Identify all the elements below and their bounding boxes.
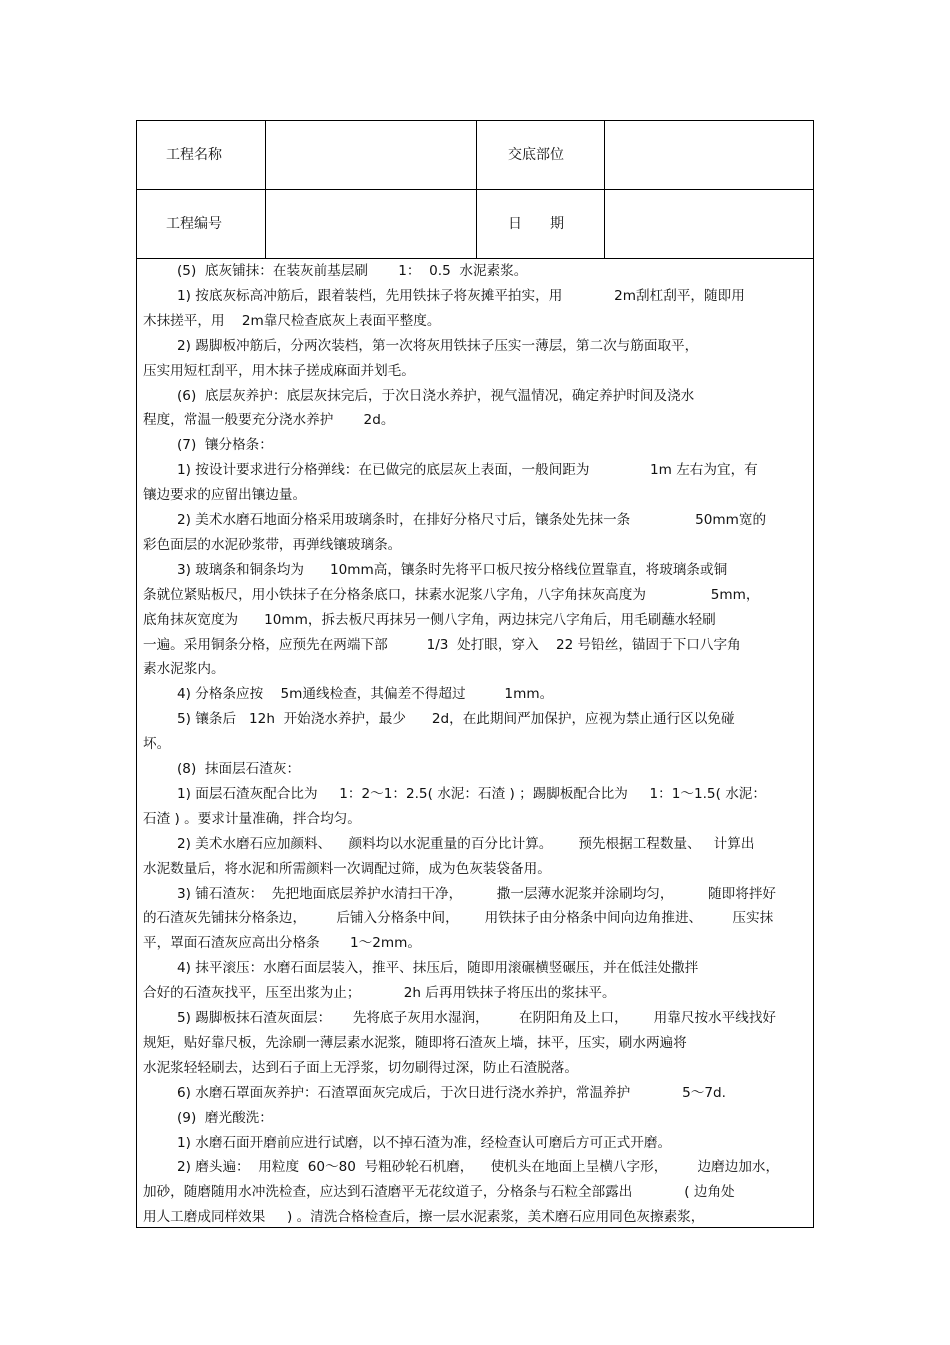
text-line: 彩色面层的水泥砂浆带，再弹线镶玻璃条。 (143, 536, 402, 553)
text-line: (5) 底灰铺抹：在装灰前基层刷 1： 0.5 水泥素浆。 (177, 263, 528, 279)
text-line: 1) 按设计要求进行分格弹线：在已做完的底层灰上表面，一般间距为 1m 左右为宜，有 (177, 462, 758, 479)
project-number-label: 工程编号 (166, 216, 222, 232)
text-line: 用人工磨成同样效果 ) 。清洗合格检查后，擦一层水泥素浆，美术磨石应用同色灰擦素浆， (143, 1209, 705, 1226)
text-line: (6) 底层灰养护：底层灰抹完后，于次日浇水养护，视气温情况，确定养护时间及浇水 (177, 387, 695, 404)
text-line: 水泥浆轻轻刷去，达到石子面上无浮浆，切勿刷得过深，防止石渣脱落。 (143, 1059, 578, 1076)
text-line: 2) 美术水磨石地面分格采用玻璃条时，在排好分格尺寸后，镶条处先抹一条 50mm宽的 (177, 512, 767, 528)
text-line: 坏。 (143, 736, 171, 753)
column-divider (476, 121, 477, 258)
text-line: 6) 水磨石罩面灰养护：石渣罩面灰完成后，于次日进行浇水养护，常温养护 5～7d. (177, 1084, 726, 1101)
text-line: (9) 磨光酸洗： (177, 1109, 273, 1126)
text-line: 一遍。采用铜条分格，应预先在两端下部 1/3 处打眼，穿入 22 号铅丝，锚固于下口八字角 (143, 636, 741, 653)
text-line: 3) 玻璃条和铜条均为 10mm高，镶条时先将平口板尺按分格线位置靠直，将玻璃条或铜 (177, 561, 728, 578)
text-line: 木抹搓平，用 2m靠尺检查底灰上表面平整度。 (143, 312, 441, 329)
text-line: 5) 镶条后 12h 开始浇水养护，最少 2d，在此期间严加保护，应视为禁止通行区以免碰 (177, 711, 735, 728)
text-line: 加砂，随磨随用水冲洗检查，应达到石渣磨平无花纹道子，分格条与石粒全部露出 ( 边角处 (143, 1184, 735, 1201)
text-line: 2) 美术水磨石应加颜料、 颜料均以水泥重量的百分比计算。 预先根据工程数量、 计算出 (177, 835, 755, 852)
column-divider (604, 121, 605, 258)
location-label: 交底部位 (508, 147, 564, 163)
text-line: 1) 面层石渣灰配合比为 1：2～1：2.5( 水泥：石渣 ) ；踢脚板配合比为 1：1～1.5( 水泥： (177, 785, 766, 802)
text-line: 规矩，贴好靠尺板，先涂刷一薄层素水泥浆，随即将石渣灰上墙，抹平，压实，刷水两遍将 (143, 1034, 687, 1051)
text-line: 的石渣灰先铺抹分格条边， 后铺入分格条中间， 用铁抹子由分格条中间向边角推进、 压实抹 (143, 910, 774, 927)
text-line: 4) 抹平滚压：水磨石面层装入，推平、抹压后，随即用滚碾横竖碾压，并在低洼处撒拌 (177, 960, 699, 977)
text-line: 2) 磨头遍： 用粒度 60～80 号粗砂轮石机磨， 使机头在地面上呈横八字形， 边磨边加水， (177, 1159, 780, 1176)
text-line: 2) 踢脚板冲筋后，分两次装档，第一次将灰用铁抹子压实一薄层，第二次与筋面取平， (177, 337, 699, 354)
text-line: 平，罩面石渣灰应高出分格条 1～2mm。 (143, 935, 421, 952)
row-divider (137, 189, 813, 190)
text-line: 合好的石渣灰找平，压至出浆为止； 2h 后再用铁抹子将压出的浆抹平。 (143, 985, 616, 1002)
column-divider (265, 121, 266, 258)
text-line: (7) 镶分格条： (177, 437, 273, 454)
text-line: (8) 抹面层石渣灰： (177, 761, 301, 777)
text-line: 程度，常温一般要充分浇水养护 2d。 (143, 412, 395, 429)
text-line: 石渣 ) 。要求计量准确，拌合均匀。 (143, 810, 361, 827)
text-line: 水泥数量后，将水泥和所需颜料一次调配过筛，成为色灰装袋备用。 (143, 860, 551, 877)
text-line: 镶边要求的应留出镶边量。 (143, 487, 307, 504)
date-label: 日 期 (508, 216, 564, 232)
text-line: 5) 踢脚板抹石渣灰面层： 先将底子灰用水湿润， 在阴阳角及上口， 用靠尺按水平线找好 (177, 1010, 777, 1026)
text-line: 1) 水磨石面开磨前应进行试磨，以不掉石渣为准，经检查认可磨后方可正式开磨。 (177, 1134, 672, 1151)
text-line: 条就位紧贴板尺，用小铁抹子在分格条底口，抹素水泥浆八字角，八字角抹灰高度为 5mm， (143, 586, 760, 603)
text-line: 压实用短杠刮平，用木抹子搓成麻面并划毛。 (143, 362, 415, 379)
project-name-label: 工程名称 (166, 147, 222, 163)
text-line: 4) 分格条应按 5m通线检查，其偏差不得超过 1mm。 (177, 686, 554, 703)
text-line: 3) 铺石渣灰： 先把地面底层养护水清扫干净， 撒一层薄水泥浆并涂刷均匀， 随即将拌好 (177, 885, 777, 902)
text-line: 1) 按底灰标高冲筋后，跟着装档，先用铁抹子将灰摊平拍实，用 2m刮杠刮平，随即用 (177, 287, 745, 304)
row-divider (137, 258, 813, 259)
disclosure-form (136, 120, 814, 1228)
text-line: 素水泥浆内。 (143, 661, 225, 678)
text-line: 底角抹灰宽度为 10mm，拆去板尺再抹另一侧八字角，两边抹完八字角后，用毛刷蘸水轻刷 (143, 611, 716, 628)
